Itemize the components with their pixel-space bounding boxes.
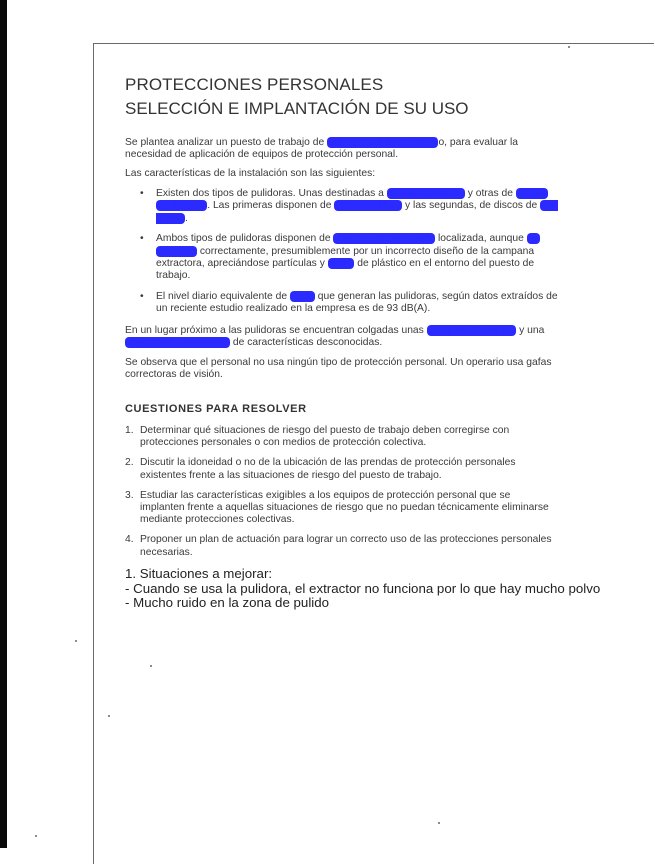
scan-speck [35,835,37,837]
answer-line-3: - Mucho ruido en la zona de pulido [125,595,330,611]
intro-text: Se plantea analizar un puesto de trabajo de [125,137,325,148]
scan-speck [108,715,110,717]
answer-line-1: 1. Situaciones a mejorar: [125,567,273,581]
highlight: no [527,233,540,245]
answer-line-2: - Cuando se usa la pulidora, el extractor no funciona por lo que hay mucho polvo [125,580,601,596]
question-item: 1. Determinar qué situaciones de riesgo del puesto de trabajo deben corregirse con protecciones personales o con medios de protección colectiva. [125,425,510,449]
intro-text-cont: o, para evaluar la necesidad de aplicación de equipos de protección personal. [125,137,519,161]
intro-paragraph-2: Las características de la instalación son las siguientes: [125,168,376,179]
scan-edge [0,0,7,848]
question-item: 3. Estudiar las características exigibles a los equipos de protección personal que se implanten frente a aquellas situaciones de riesgo que no puedan técnicamente eliminarse mediante protecciones colectivas. [125,489,549,526]
highlight: piezas [516,188,547,199]
scan-speck [438,822,440,824]
typed-answer [125,567,655,611]
list-item: • El nivel diario equivalente de ruido que generan las pulidoras, según datos extraídos de un reciente estudio realizado en la empresa es de 93 dB(A). [140,291,560,316]
highlight: ruido [290,290,314,302]
observation-paragraph: Se observa que el personal no usa ningún tipo de protección personal. Un operario usa gafas correctoras de visión. [125,357,552,381]
highlight: piezas metálicas [387,188,464,199]
intro-paragraph [125,137,555,162]
highlight: de plástico [157,200,207,212]
highlight: polvo [328,258,354,270]
list-item: • Existen dos tipos de pulidoras. Unas destinadas a piezas metálicas y otras de piezas de plástico. Las primeras disponen de disco abrasivo y las segundas, de discos de tela o lana. [140,188,560,225]
highlight: mascarilla autofiltrante [126,337,230,349]
highlight: taller de pulido de metal [328,137,438,148]
question-item: 2. Discutir la idoneidad o no de la ubicación de las prendas de protección personales existentes frente a las situaciones de riesgo del puesto de trabajo. [125,457,516,481]
highlight: gafas de seguridad [427,325,516,336]
page-title: PROTECCIONES PERSONALES [125,75,384,94]
highlight: funciona [157,245,196,257]
protective-gear-paragraph: En un lugar próximo a las pulidoras se encuentran colgadas unas gafas de seguridad y una mascarilla autofiltrante de características desconocidas. [125,325,545,349]
scan-speck [568,46,570,48]
highlight: disco abrasivo [335,200,402,212]
scan-speck [150,665,152,667]
page-subtitle: SELECCIÓN E IMPLANTACIÓN DE SU USO [125,99,469,118]
questions-heading: CUESTIONES PARA RESOLVER [125,403,307,415]
scan-speck [75,640,77,642]
question-item: 4. Proponer un plan de actuación para lograr un correcto uso de las protecciones personales necesarias. [125,534,552,558]
questions-list [125,425,555,567]
highlight: sistema de extracción [334,233,435,245]
title-block [125,73,469,121]
highlight: tela o lana [156,200,558,224]
list-item: • Ambos tipos de pulidoras disponen de sistema de extracción localizada, aunque no funciona correctamente, presumiblemente por un incorrecto diseño de la campana extractora, apreciándose partículas y polvo de plástico en el entorno del puesto de trabajo. [140,233,560,283]
characteristics-list [140,188,560,324]
